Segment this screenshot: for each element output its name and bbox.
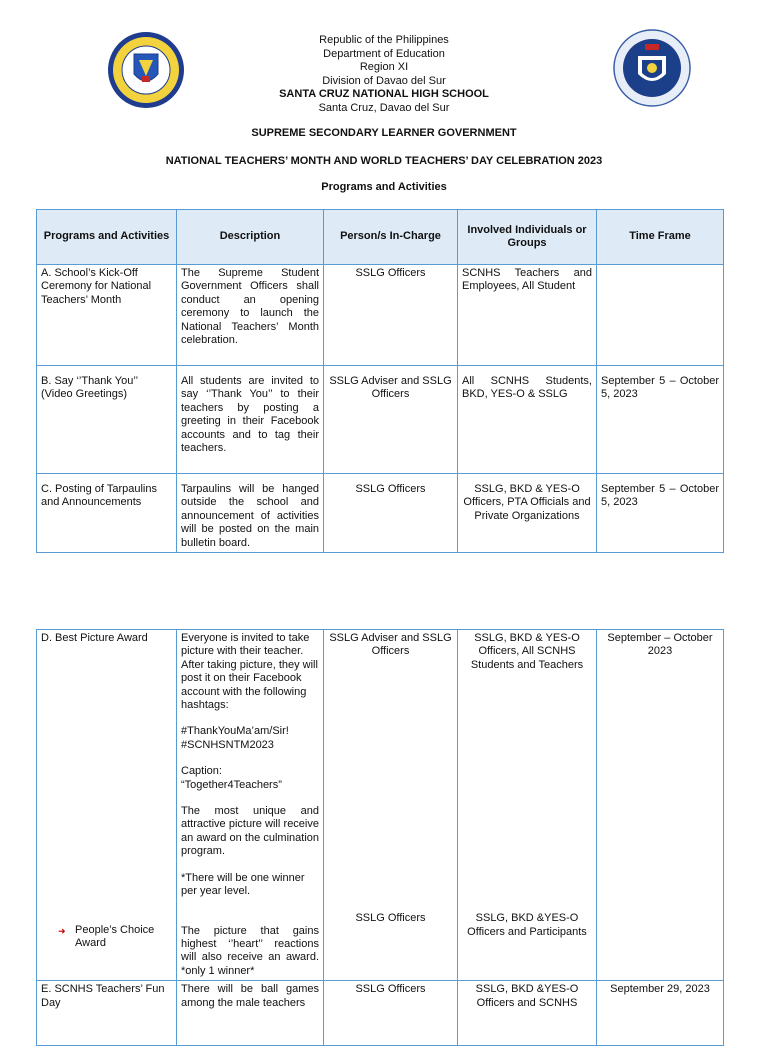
- table-row: [37, 265, 724, 366]
- incharge-cell: SSLG Officers: [324, 265, 458, 366]
- involved-text: SSLG, BKD &YES-O Officers and Participants: [467, 912, 587, 938]
- header-programs: Programs and Activities: [37, 210, 177, 265]
- timeframe-cell: September 5 – October 5, 2023: [597, 366, 724, 474]
- incharge-text: SSLG Adviser and SSLG Officers: [329, 632, 452, 658]
- incharge-cell: SSLG Officers: [324, 474, 458, 553]
- section-title: Programs and Activities: [321, 181, 447, 193]
- header-description: Description: [177, 210, 324, 265]
- program-cell: E. SCNHS Teachers’ Fun Day: [37, 981, 177, 1046]
- timeframe-cell: [597, 265, 724, 366]
- hashtag-text: #SCNHSNTM2023: [181, 738, 274, 751]
- header-line-republic: Republic of the Philippines: [319, 34, 449, 46]
- involved-cell: SCNHS Teachers and Employees, All Student: [458, 265, 597, 366]
- description-note: *There will be one winner per year level.: [181, 871, 305, 898]
- description-text: Everyone is invited to take picture with their teacher. After taking picture, they will post it on their Facebook account with the following hashtags:: [181, 632, 318, 712]
- incharge-cell: SSLG Adviser and SSLG Officers: [324, 366, 458, 474]
- caption-label: Caption:: [181, 765, 222, 778]
- table-row: [37, 474, 724, 553]
- sub-program-item: [58, 924, 168, 951]
- involved-cell: SSLG, BKD &YES-O Officers and SCNHS: [458, 981, 597, 1046]
- table-row: [37, 981, 724, 1046]
- involved-cell: SSLG, BKD & YES-O Officers, PTA Officials and Private Organizations: [458, 474, 597, 553]
- program-cell: A. School’s Kick-Off Ceremony for National Teachers’ Month: [37, 265, 177, 366]
- incharge-text: SSLG Officers: [355, 911, 426, 924]
- arrow-bullet-icon: ➜: [58, 926, 66, 936]
- involved-text: SSLG, BKD & YES-O Officers, All SCNHS Students and Teachers: [470, 632, 584, 671]
- involved-cell: All SCNHS Students, BKD, YES-O & SSLG: [458, 366, 597, 474]
- description-cell: The Supreme Student Government Officers shall conduct an opening ceremony to launch the National Teachers’ Month celebration.: [177, 265, 324, 366]
- description-cell: There will be ball games among the male teachers: [177, 981, 324, 1046]
- sub-program-label: People’s Choice Award: [75, 924, 155, 950]
- program-cell: C. Posting of Tarpaulins and Announcements: [37, 474, 177, 553]
- program-cell: B. Say ‘’Thank You’’ (Video Greetings): [37, 366, 177, 474]
- program-cell: D. Best Picture Award: [37, 630, 177, 981]
- timeframe-cell: September – October 2023: [597, 630, 724, 981]
- document-header: [0, 34, 768, 115]
- description-cell: All students are invited to say ‘’Thank You’’ to their teachers by posting a greeting in their Facebook accounts and to tag their teachers.: [177, 366, 324, 474]
- programs-table-continued: [36, 629, 724, 1046]
- timeframe-cell: September 5 – October 5, 2023: [597, 474, 724, 553]
- header-line-division: Division of Davao del Sur: [322, 74, 446, 87]
- description-cell: [177, 630, 324, 981]
- caption-text: “Together4Teachers”: [181, 778, 282, 791]
- event-title: NATIONAL TEACHERS’ MONTH AND WORLD TEACHERS’ DAY CELEBRATION 2023: [165, 155, 603, 167]
- timeframe-cell: September 29, 2023: [597, 981, 724, 1046]
- incharge-cell: [324, 630, 458, 981]
- description-cell: Tarpaulins will be hanged outside the school and announcement of activities will be posted on the main bulletin board.: [177, 474, 324, 553]
- header-school-address: Santa Cruz, Davao del Sur: [318, 101, 450, 114]
- incharge-cell: SSLG Officers: [324, 981, 458, 1046]
- programs-table: [36, 209, 724, 553]
- table-header-row: [37, 210, 724, 265]
- header-line-department: Department of Education: [323, 47, 445, 60]
- hashtag-text: #ThankYouMa’am/Sir!: [181, 725, 289, 738]
- org-title: SUPREME SECONDARY LEARNER GOVERNMENT: [251, 127, 517, 139]
- involved-cell: [458, 630, 597, 981]
- header-timeframe: Time Frame: [597, 210, 724, 265]
- header-school-name: SANTA CRUZ NATIONAL HIGH SCHOOL: [279, 88, 489, 100]
- header-involved: Involved Individuals or Groups: [458, 210, 597, 265]
- description-text: The most unique and attractive picture will receive an award on the culmination program.: [181, 805, 319, 858]
- table-row: [37, 366, 724, 474]
- description-text: The picture that gains highest ‘’heart’’ reactions will also receive an award. *only 1 winner*: [181, 924, 319, 977]
- header-line-region: Region XI: [359, 61, 409, 73]
- header-incharge: Person/s In-Charge: [324, 210, 458, 265]
